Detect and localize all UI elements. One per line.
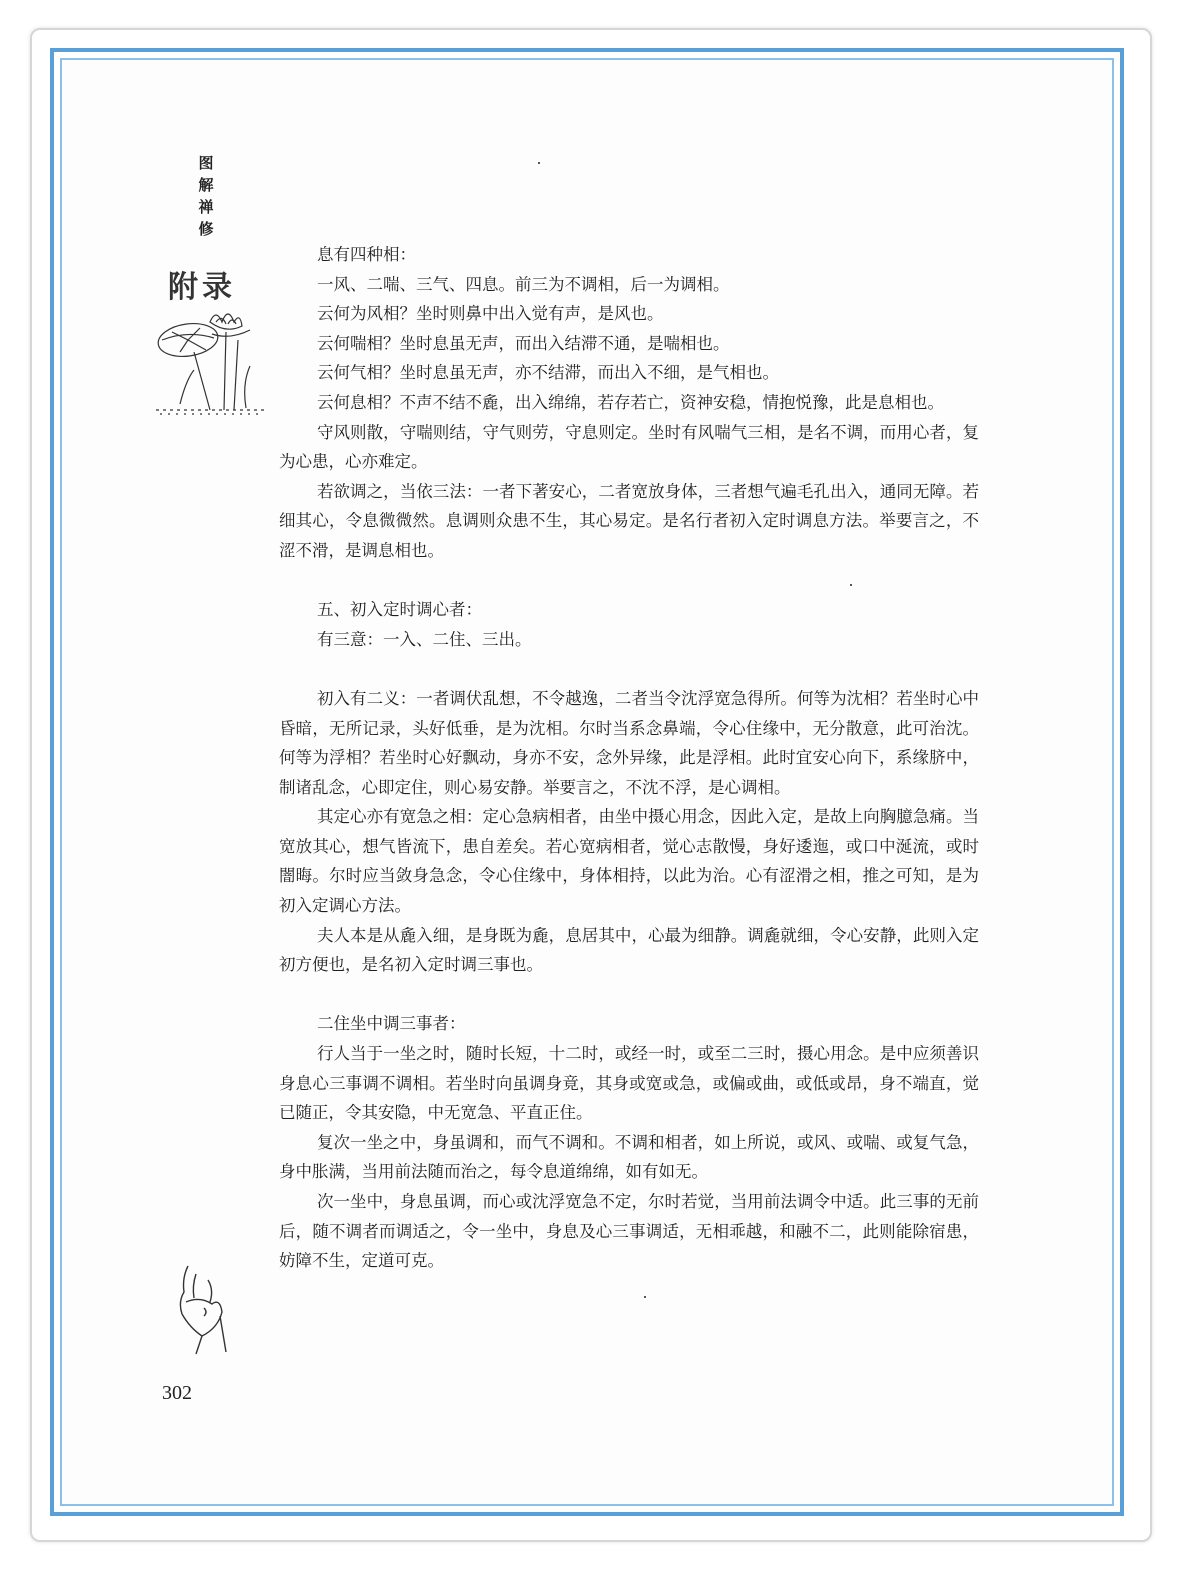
mudra-hand-illustration-icon (160, 1258, 240, 1358)
body-paragraph: 云何喘相？坐时息虽无声，而出入结滞不通，是喘相也。 (316, 333, 730, 353)
title-char: 禅 (198, 198, 214, 216)
body-paragraph: 守风则散，守喘则结，守气则劳，守息则定。坐时有风喘气三相，是名不调，而用心者，复为心患，心亦难定。 (279, 422, 979, 472)
lotus-illustration-icon (150, 300, 270, 420)
body-paragraph: 复次一坐之中，身虽调和，而气不调和。不调和相者，如上所说，或风、或喘、或复气急，身中胀满，当用前法随而治之，每令息道绵绵，如有如无。 (279, 1132, 979, 1182)
body-paragraph: 若欲调之，当依三法：一者下著安心，二者宽放身体，三者想气遍毛孔出入，通同无障。若细其心，令息微微然。息调则众患不生，其心易定。是名行者初入定时调息方法。举要言之，不涩不滑，是调息相也。 (279, 481, 979, 560)
body-paragraph: 云何息相？不声不结不麁，出入绵绵，若存若亡，资神安稳，情抱悦豫，此是息相也。 (316, 392, 944, 412)
scan-speck (538, 162, 540, 164)
main-text-body (279, 240, 979, 1276)
body-paragraph: 初入有二义：一者调伏乱想，不令越逸，二者当令沈浮宽急得所。何等为沈相？若坐时心中昏暗，无所记录，头好低垂，是为沈相。尔时当系念鼻端，令心住缘中，无分散意，此可治沈。何等为浮相？若坐时心好飘动，身亦不安，念外异缘，此是浮相。此时宜安心向下，系缘脐中，制诸乱念，心即定住，则心易安静。举要言之，不沈不浮，是心调相。 (279, 688, 979, 797)
appendix-label: 附录 (168, 270, 236, 305)
title-char: 图 (198, 154, 214, 172)
title-char: 修 (198, 220, 214, 238)
body-paragraph: 云何气相？坐时息虽无声，亦不结滞，而出入不细，是气相也。 (316, 363, 779, 383)
body-paragraph: 其定心亦有宽急之相：定心急病相者，由坐中摄心用念，因此入定，是故上向胸臆急痛。当宽放其心，想气皆流下，患自差矣。若心宽病相者，觉心志散慢，身好逶迤，或口中涎流，或时闇晦。尔时应当敛身急念，令心住缘中，身体相持，以此为治。心有涩滑之相，推之可知，是为初入定调心方法。 (279, 807, 979, 916)
body-paragraph: 二住坐中调三事者： (316, 1014, 466, 1034)
body-paragraph: 夫人本是从麁入细，是身既为麁，息居其中，心最为细静。调麁就细，令心安静，此则入定初方便也，是名初入定时调三事也。 (279, 925, 979, 975)
body-paragraph: 次一坐中，身息虽调，而心或沈浮宽急不定，尔时若觉，当用前法调令中适。此三事的无前后，随不调者而调适之，令一坐中，身息及心三事调适，无相乖越，和融不二，此则能除宿患，妨障不生，定道可克。 (279, 1192, 979, 1271)
body-paragraph: 有三意：一入、二住、三出。 (316, 629, 532, 649)
scan-speck (644, 1296, 646, 1298)
body-paragraph: 云何为风相？坐时则鼻中出入觉有声，是风也。 (316, 304, 664, 324)
body-paragraph: 行人当于一坐之时，随时长短，十二时，或经一时，或至二三时，摄心用念。是中应须善识身息心三事调不调相。若坐时向虽调身竟，其身或宽或急，或偏或曲，或低或昂，身不端直，觉已随正，令其安隐，中无宽急、平直正住。 (279, 1044, 979, 1123)
page-number: 302 (162, 1382, 192, 1404)
scan-speck (850, 584, 852, 586)
vertical-book-title (195, 152, 217, 240)
title-char: 解 (198, 176, 214, 194)
body-paragraph: 一风、二喘、三气、四息。前三为不调相，后一为调相。 (316, 274, 730, 294)
body-paragraph: 息有四种相： (316, 245, 416, 264)
body-paragraph: 五、初入定时调心者： (316, 600, 482, 620)
